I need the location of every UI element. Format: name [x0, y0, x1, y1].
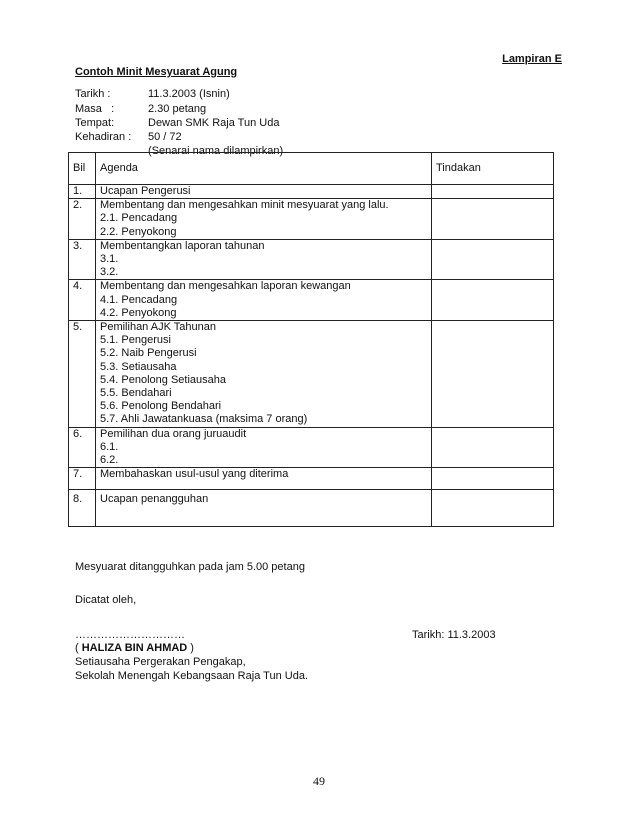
- table-row: [69, 427, 554, 468]
- row-action: [432, 239, 554, 280]
- attendance-value: 50 / 72: [148, 131, 182, 143]
- row-agenda: [96, 239, 432, 280]
- adjournment-text: Mesyuarat ditangguhkan pada jam 5.00 petang: [75, 561, 305, 573]
- attendance-label: Kehadiran :: [75, 131, 132, 143]
- signature-line: …………………………: [75, 629, 185, 641]
- agenda-line: 3.1.: [100, 253, 119, 266]
- agenda-line: Pemilihan AJK Tahunan: [100, 321, 216, 334]
- header-bil: [69, 153, 96, 185]
- agenda-line: Membentangkan laporan tahunan: [100, 239, 265, 252]
- time-label: Masa :: [75, 103, 115, 115]
- agenda-line: 3.2.: [100, 266, 119, 279]
- secretary-position: Setiausaha Pergerakan Pengakap,: [75, 656, 246, 668]
- signature-date: Tarikh: 11.3.2003: [412, 629, 496, 641]
- table-row: [69, 185, 554, 199]
- table-row: [69, 468, 554, 490]
- header-bil-text: Bil: [73, 161, 86, 174]
- name-open-paren: (: [75, 642, 82, 654]
- secretary-name-line: [75, 642, 194, 654]
- document-title: Contoh Minit Mesyuarat Agung: [75, 66, 238, 78]
- row-number: 8.: [69, 490, 96, 527]
- date-label: Tarikh :: [75, 88, 111, 100]
- agenda-line: 5.3. Setiausaha: [100, 360, 177, 373]
- header-agenda: [96, 153, 432, 185]
- agenda-line: Membentang dan mengesahkan minit mesyuarat yang lalu.: [100, 199, 389, 212]
- row-agenda: [96, 321, 432, 428]
- row-action: [432, 185, 554, 199]
- header-agenda-text: Agenda: [100, 161, 138, 174]
- school-name: Sekolah Menengah Kebangsaan Raja Tun Uda.: [75, 670, 309, 682]
- agenda-line: 5.7. Ahli Jawatankuasa (maksima 7 orang): [100, 413, 308, 426]
- date-value: 11.3.2003 (Isnin): [148, 88, 230, 100]
- agenda-line: 6.1.: [100, 440, 119, 453]
- row-number: 5.: [69, 321, 96, 428]
- agenda-line: 5.1. Pengerusi: [100, 334, 171, 347]
- agenda-line: 2.2. Penyokong: [100, 225, 177, 238]
- table-row: [69, 321, 554, 428]
- row-action: [432, 280, 554, 321]
- time-value: 2.30 petang: [148, 103, 207, 115]
- row-number: 7.: [69, 468, 96, 490]
- agenda-line: 4.1. Pencadang: [100, 293, 178, 306]
- row-number: 6.: [69, 427, 96, 468]
- agenda-line: Membentang dan mengesahkan laporan kewangan: [100, 280, 351, 293]
- row-agenda: [96, 185, 432, 199]
- row-agenda: [96, 468, 432, 490]
- agenda-line: 6.2.: [100, 454, 119, 467]
- page-number: 49: [313, 774, 325, 788]
- table-header-row: [69, 153, 554, 185]
- row-agenda: [96, 427, 432, 468]
- row-action: [432, 321, 554, 428]
- secretary-name: HALIZA BIN AHMAD: [81, 642, 188, 654]
- agenda-line: 2.1. Pencadang: [100, 212, 178, 225]
- recorded-by-text: Dicatat oleh,: [75, 594, 137, 606]
- agenda-line: 5.4. Penolong Setiausaha: [100, 373, 226, 386]
- appendix-label: Lampiran E: [502, 53, 562, 65]
- header-tindakan: [432, 153, 554, 185]
- table-row: [69, 239, 554, 280]
- table-row: [69, 199, 554, 240]
- row-action: [432, 427, 554, 468]
- row-number: 1.: [69, 185, 96, 199]
- row-number: 4.: [69, 280, 96, 321]
- name-close-paren: ): [187, 642, 194, 654]
- agenda-line: Ucapan penangguhan: [100, 493, 209, 506]
- attendance-note: (Senarai nama dilampirkan): [148, 145, 284, 157]
- venue-value: Dewan SMK Raja Tun Uda: [148, 117, 280, 129]
- row-action: [432, 468, 554, 490]
- agenda-line: Ucapan Pengerusi: [100, 185, 191, 197]
- row-agenda: [96, 199, 432, 240]
- agenda-line: 5.6. Penolong Bendahari: [100, 400, 222, 413]
- header-tindakan-text: Tindakan: [436, 161, 481, 174]
- row-agenda: [96, 280, 432, 321]
- agenda-line: Pemilihan dua orang juruaudit: [100, 427, 247, 440]
- agenda-line: 5.2. Naib Pengerusi: [100, 347, 197, 360]
- table-row: [69, 490, 554, 527]
- table-row: [69, 280, 554, 321]
- agenda-line: 5.5. Bendahari: [100, 387, 172, 400]
- row-number: 3.: [69, 239, 96, 280]
- venue-label: Tempat:: [75, 117, 115, 129]
- agenda-line: 4.2. Penyokong: [100, 306, 177, 319]
- row-agenda: [96, 490, 432, 527]
- row-action: [432, 490, 554, 527]
- agenda-line: Membahaskan usul-usul yang diterima: [100, 468, 289, 481]
- row-number: 2.: [69, 199, 96, 240]
- row-action: [432, 199, 554, 240]
- agenda-table: [68, 152, 554, 527]
